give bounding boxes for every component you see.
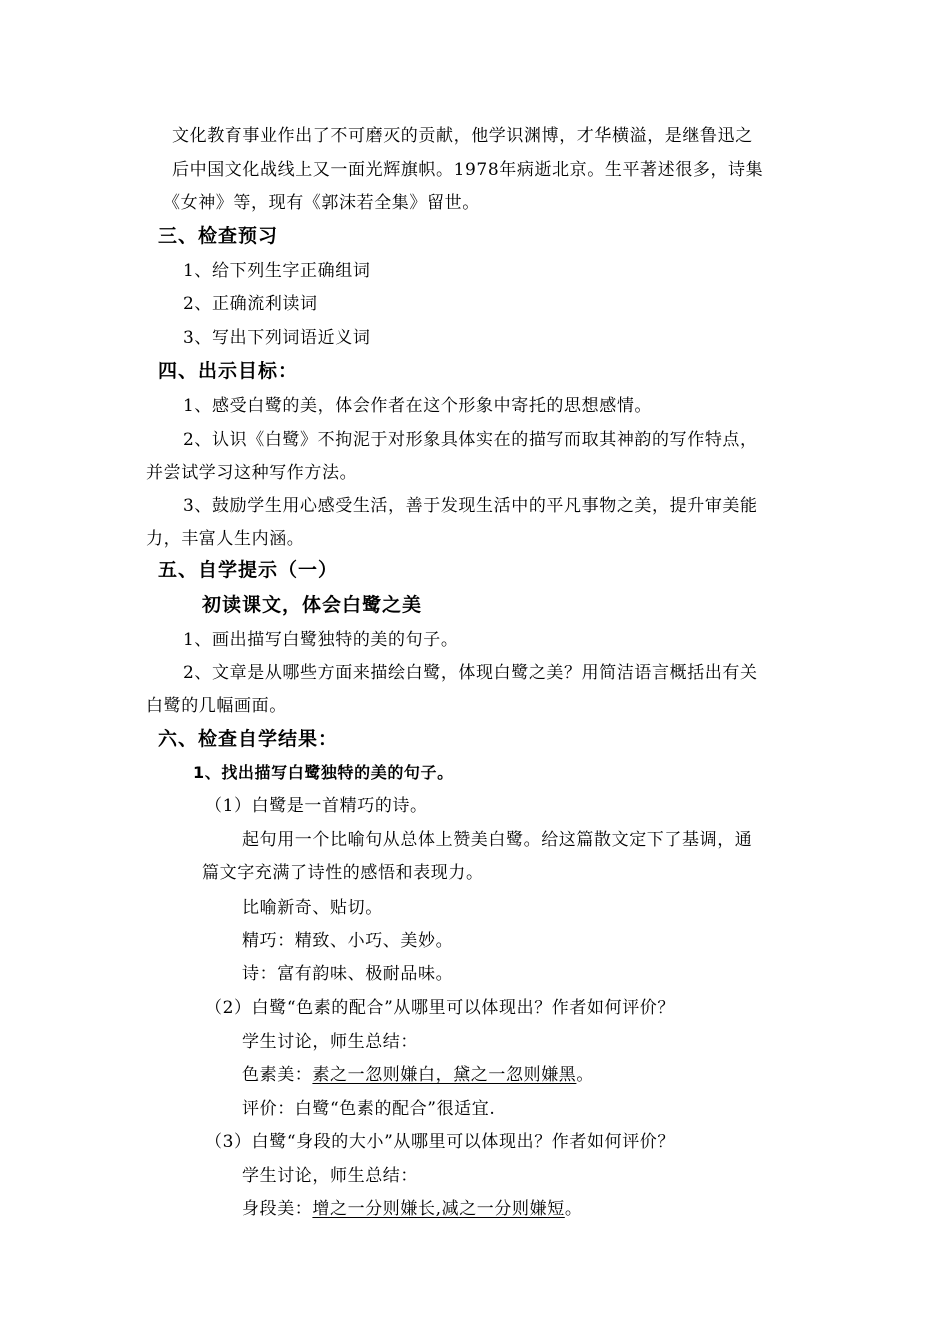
point-3-beauty-label: 身段美： [242, 1199, 313, 1219]
goal-2-line-2: 并尝试学习这种写作方法。 [146, 463, 358, 483]
point-1-desc-line-1: 起句用一个比喻句从总体上赞美白鹭。给这篇散文定下了基调，通 [242, 830, 753, 850]
goal-1: 1、感受白鹭的美，体会作者在这个形象中寄托的思想感情。 [183, 396, 653, 416]
section-3-heading: 三、检查预习 [158, 225, 279, 247]
intro-line-2: 后中国文化战线上又一面光辉旗帜。1978年病逝北京。生平著述很多，诗集 [172, 160, 764, 180]
point-3-title: （3）白鹭“身段的大小”从哪里可以体现出？作者如何评价？ [205, 1132, 675, 1152]
goal-2-line-1: 2、认识《白鹭》不拘泥于对形象具体实在的描写而取其神韵的写作特点， [183, 430, 758, 450]
section-6-subheading: 1、找出描写白鹭独特的美的句子。 [193, 763, 454, 782]
point-2-discuss: 学生讨论，师生总结： [242, 1032, 418, 1052]
point-3-beauty [242, 1197, 582, 1221]
section-5-heading: 五、自学提示（一） [158, 559, 339, 581]
goal-3-line-1: 3、鼓励学生用心感受生活，善于发现生活中的平凡事物之美，提升审美能 [183, 496, 758, 516]
section-3-item-1: 1、给下列生字正确组词 [183, 261, 371, 281]
section-5-item-2-line-2: 白鹭的几幅画面。 [146, 696, 287, 716]
section-5-item-2-line-1: 2、文章是从哪些方面来描绘白鹭，体现白鹭之美？用简洁语言概括出有关 [183, 663, 758, 683]
point-2-beauty [242, 1063, 594, 1087]
goal-3-line-2: 力，丰富人生内涵。 [146, 529, 305, 549]
section-5-item-1: 1、画出描写白鹭独特的美的句子。 [183, 630, 459, 650]
point-2-beauty-end: 。 [576, 1065, 595, 1085]
section-5-subheading: 初读课文，体会白鹭之美 [202, 594, 423, 616]
point-2-beauty-quote: 素之一忽则嫌白，黛之一忽则嫌黑 [312, 1065, 577, 1085]
point-3-beauty-end: 。 [564, 1199, 583, 1219]
point-1-note-2: 精巧：精致、小巧、美妙。 [242, 931, 454, 951]
point-3-beauty-quote: 增之一分则嫌长,减之一分则嫌短 [312, 1199, 565, 1219]
section-3-item-2: 2、正确流利读词 [183, 294, 318, 314]
point-2-evaluation: 评价：白鹭“色素的配合”很适宜. [242, 1099, 496, 1119]
section-4-heading: 四、出示目标： [158, 360, 299, 382]
intro-line-1: 文化教育事业作出了不可磨灭的贡献，他学识渊博，才华横溢，是继鲁迅之 [172, 126, 753, 146]
intro-line-3: 《女神》等，现有《郭沫若全集》留世。 [163, 193, 480, 213]
point-2-beauty-label: 色素美： [242, 1065, 313, 1085]
point-1-note-1: 比喻新奇、贴切。 [242, 898, 383, 918]
section-6-heading: 六、检查自学结果： [158, 728, 339, 750]
point-3-discuss: 学生讨论，师生总结： [242, 1166, 418, 1186]
point-1-title: （1）白鹭是一首精巧的诗。 [205, 796, 428, 816]
point-2-title: （2）白鹭“色素的配合”从哪里可以体现出？作者如何评价？ [205, 998, 675, 1018]
section-3-item-3: 3、写出下列词语近义词 [183, 328, 371, 348]
point-1-note-3: 诗：富有韵味、极耐品味。 [242, 964, 454, 984]
point-1-desc-line-2: 篇文字充满了诗性的感悟和表现力。 [202, 863, 484, 883]
